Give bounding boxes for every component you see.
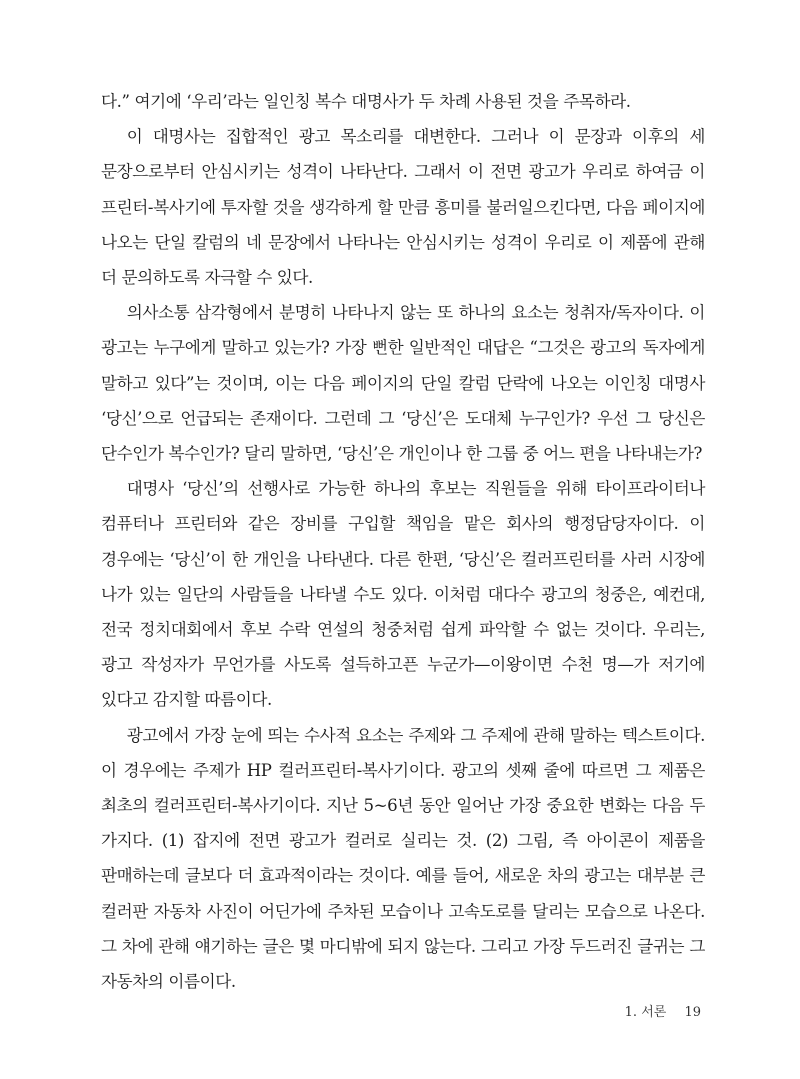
page-body — [101, 84, 705, 999]
body-paragraph: 대명사 ‘당신’의 선행사로 가능한 하나의 후보는 직원들을 위해 타이프라이터나 컴퓨터나 프린터와 같은 장비를 구입할 책임을 맡은 회사의 행정담당자이다. 이 경우에는 ‘당신’이 한 개인을 나타낸다. 다른 한편, ‘당신’은 컬러프린터를 사러 시장에 나가 있는 일단의 사람들을 나타낼 수도 있다. 이처럼 대다수 광고의 청중은, 예컨대, 전국 정치대회에서 후보 수락 연설의 청중처럼 쉽게 파악할 수 없는 것이다. 우리는, 광고 작성자가 무언가를 사도록 설득하고픈 누군가—이왕이면 수천 명—가 저기에 있다고 감지할 따름이다. — [101, 479, 705, 710]
chapter-label: 1. 서론 — [624, 1005, 667, 1020]
body-paragraph: 의사소통 삼각형에서 분명히 나타나지 않는 또 하나의 요소는 청취자/독자이다. 이 광고는 누구에게 말하고 있는가? 가장 뻔한 일반적인 대답은 “그것은 광고의 독자에게 말하고 있다”는 것이며, 이는 다음 페이지의 단일 칼럼 단락에 나오는 이인칭 대명사 ‘당신’으로 언급되는 존재이다. 그런데 그 ‘당신’은 도대체 누구인가? 우선 그 당신은 단수인가 복수인가? 달리 말하면, ‘당신’은 개인이나 한 그룹 중 어느 편을 나타내는가? — [101, 303, 705, 464]
page-number: 19 — [684, 1005, 701, 1020]
body-paragraph: 다.” 여기에 ‘우리’라는 일인칭 복수 대명사가 두 차례 사용된 것을 주목하라. — [101, 92, 631, 111]
body-paragraph: 이 대명사는 집합적인 광고 목소리를 대변한다. 그러나 이 문장과 이후의 세 문장으로부터 안심시키는 성격이 나타난다. 그래서 이 전면 광고가 우리로 하여금 이 프린터-복사기에 투자할 것을 생각하게 할 만큼 흥미를 불러일으킨다면, 다음 페이지에 나오는 단일 칼럼의 네 문장에서 나타나는 안심시키는 성격이 우리로 이 제품에 관해 더 문의하도록 자극할 수 있다. — [101, 127, 705, 288]
page-footer — [625, 1001, 701, 1020]
body-paragraph: 광고에서 가장 눈에 띄는 수사적 요소는 주제와 그 주제에 관해 말하는 텍스트이다. 이 경우에는 주제가 HP 컬러프린터-복사기이다. 광고의 셋째 줄에 따르면 그 제품은 최초의 컬러프린터-복사기이다. 지난 5~6년 동안 일어난 가장 중요한 변화는 다음 두 가지다. (1) 잡지에 전면 광고가 컬러로 실리는 것. (2) 그림, 즉 아이콘이 제품을 판매하는데 글보다 더 효과적이라는 것이다. 예를 들어, 새로운 차의 광고는 대부분 큰 컬러판 자동차 사진이 어딘가에 주차된 모습이나 고속도로를 달리는 모습으로 나온다. 그 차에 관해 얘기하는 글은 몇 마디밖에 되지 않는다. 그리고 가장 두드러진 글귀는 그 자동차의 이름이다. — [101, 725, 705, 992]
